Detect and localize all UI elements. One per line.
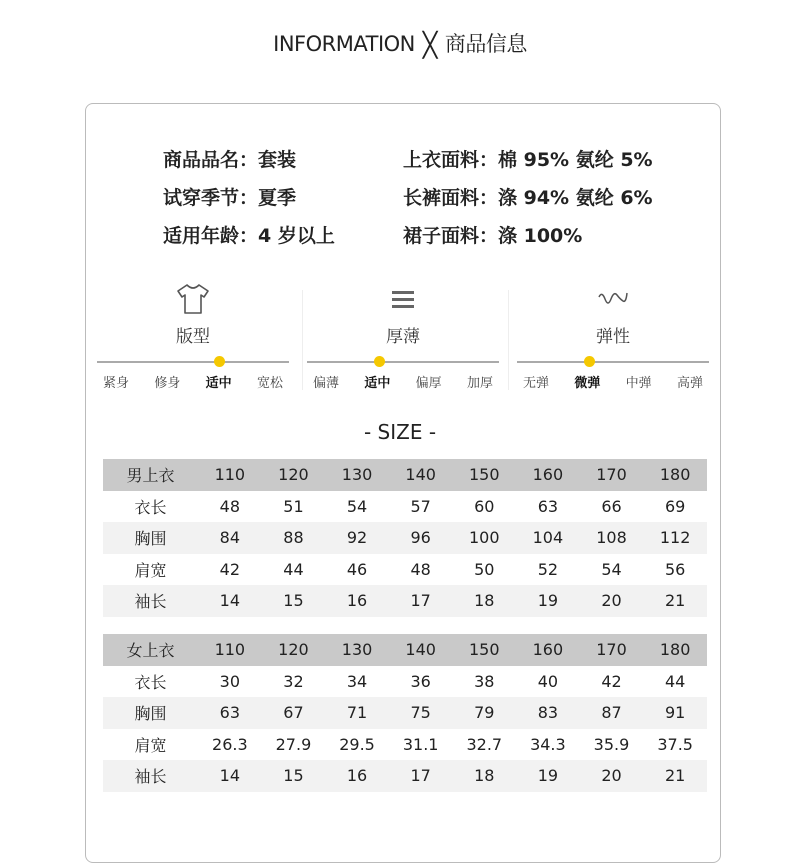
info-line: 裙子面料：涤 100% bbox=[403, 225, 583, 247]
table-cell: 34.3 bbox=[530, 734, 566, 754]
size-table-men bbox=[103, 459, 707, 617]
table-cell: 男上衣 bbox=[103, 459, 198, 491]
table-cell: 30 bbox=[219, 671, 241, 691]
table-cell: 14 bbox=[198, 760, 262, 792]
table-cell: 120 bbox=[262, 459, 326, 491]
attribute-name: 厚薄 bbox=[386, 327, 420, 347]
table-cell: 56 bbox=[664, 559, 686, 579]
scale-option: 紧身 bbox=[103, 376, 130, 391]
table-cell: 84 bbox=[198, 522, 262, 554]
info-line: 适用年龄：4 岁以上 bbox=[163, 225, 335, 247]
table-cell: 42 bbox=[219, 559, 241, 579]
table-cell: 26.3 bbox=[212, 734, 248, 754]
attribute-0 bbox=[97, 282, 289, 391]
scale-option: 加厚 bbox=[466, 376, 493, 391]
table-cell: 女上衣 bbox=[103, 634, 198, 666]
info-line: 试穿季节：夏季 bbox=[163, 187, 297, 209]
table-cell: 21 bbox=[643, 585, 707, 617]
table-cell: 29.5 bbox=[339, 734, 375, 754]
attribute-2 bbox=[517, 282, 709, 391]
scale-option: 微弹 bbox=[574, 376, 601, 391]
table-cell: 51 bbox=[283, 496, 304, 516]
table-cell: 75 bbox=[389, 697, 453, 729]
info-left bbox=[163, 141, 335, 255]
table-cell: 170 bbox=[580, 634, 644, 666]
table-cell: 83 bbox=[516, 697, 580, 729]
cross-icon: ╳ bbox=[422, 31, 437, 59]
table-cell: 91 bbox=[643, 697, 707, 729]
table-cell: 180 bbox=[643, 459, 707, 491]
table-cell: 140 bbox=[389, 634, 453, 666]
table-cell: 160 bbox=[516, 634, 580, 666]
table-row bbox=[103, 554, 707, 586]
attribute-name: 版型 bbox=[176, 327, 210, 347]
size-table-women bbox=[103, 634, 707, 792]
table-cell: 69 bbox=[664, 496, 686, 516]
table-cell: 79 bbox=[452, 697, 516, 729]
table-cell: 17 bbox=[389, 760, 453, 792]
table-cell: 63 bbox=[537, 496, 559, 516]
table-row bbox=[103, 760, 707, 792]
table-cell: 150 bbox=[452, 459, 516, 491]
table-cell: 67 bbox=[262, 697, 326, 729]
title-en: INFORMATION bbox=[273, 32, 415, 56]
table-cell: 42 bbox=[601, 671, 622, 691]
table-cell: 48 bbox=[219, 496, 241, 516]
table-cell: 88 bbox=[262, 522, 326, 554]
scale-option: 适中 bbox=[205, 376, 232, 391]
table-cell: 18 bbox=[452, 760, 516, 792]
table-cell: 21 bbox=[643, 760, 707, 792]
table-cell: 衣长 bbox=[134, 672, 167, 692]
table-cell: 60 bbox=[474, 496, 495, 516]
table-cell: 38 bbox=[474, 671, 495, 691]
table-cell: 16 bbox=[325, 585, 389, 617]
table-row bbox=[103, 585, 707, 617]
table-cell: 44 bbox=[283, 559, 304, 579]
table-cell: 胸围 bbox=[103, 522, 198, 554]
scale-option: 无弹 bbox=[523, 376, 550, 391]
table-cell: 19 bbox=[516, 585, 580, 617]
table-cell: 27.9 bbox=[275, 734, 312, 754]
table-cell: 54 bbox=[346, 496, 368, 516]
table-cell: 92 bbox=[325, 522, 389, 554]
table-cell: 170 bbox=[580, 459, 644, 491]
table-cell: 14 bbox=[198, 585, 262, 617]
divider bbox=[508, 290, 509, 390]
table-row bbox=[103, 666, 707, 698]
table-cell: 66 bbox=[601, 496, 622, 516]
scale-option: 适中 bbox=[364, 376, 391, 391]
table-cell: 110 bbox=[198, 634, 262, 666]
table-cell: 36 bbox=[410, 671, 431, 691]
table-cell: 108 bbox=[580, 522, 644, 554]
table-cell: 120 bbox=[262, 634, 326, 666]
table-cell: 20 bbox=[580, 760, 644, 792]
table-cell: 52 bbox=[537, 559, 559, 579]
table-cell: 31.1 bbox=[402, 734, 439, 754]
scale-option: 偏厚 bbox=[415, 376, 442, 391]
table-header-row bbox=[103, 459, 707, 491]
table-cell: 87 bbox=[580, 697, 644, 729]
table-cell: 112 bbox=[643, 522, 707, 554]
info-line: 上衣面料：棉 95% 氨纶 5% bbox=[403, 149, 653, 171]
scale-marker bbox=[374, 356, 385, 367]
table-cell: 18 bbox=[452, 585, 516, 617]
info-line: 商品品名：套装 bbox=[163, 149, 297, 171]
table-cell: 衣长 bbox=[134, 497, 167, 517]
scale-option: 宽松 bbox=[256, 376, 283, 391]
table-cell: 32.7 bbox=[466, 734, 503, 754]
table-row bbox=[103, 522, 707, 554]
table-cell: 48 bbox=[410, 559, 431, 579]
scale-option: 偏薄 bbox=[313, 376, 340, 391]
table-cell: 16 bbox=[325, 760, 389, 792]
table-cell: 96 bbox=[389, 522, 453, 554]
scale-track bbox=[517, 361, 709, 363]
table-cell: 54 bbox=[601, 559, 622, 579]
table-cell: 袖长 bbox=[103, 760, 198, 792]
table-cell: 37.5 bbox=[657, 734, 693, 754]
info-right bbox=[403, 141, 653, 255]
table-cell: 63 bbox=[198, 697, 262, 729]
scale-option: 中弹 bbox=[625, 376, 652, 391]
scale-track bbox=[307, 361, 499, 363]
table-cell: 46 bbox=[346, 559, 368, 579]
divider bbox=[302, 290, 303, 390]
table-cell: 100 bbox=[452, 522, 516, 554]
table-cell: 35.9 bbox=[593, 734, 630, 754]
page-title bbox=[0, 28, 800, 59]
tshirt-icon bbox=[97, 282, 289, 316]
info-line: 长裤面料：涤 94% 氨纶 6% bbox=[403, 187, 653, 209]
table-cell: 130 bbox=[325, 634, 389, 666]
table-row bbox=[103, 729, 707, 761]
table-cell: 15 bbox=[262, 760, 326, 792]
table-row bbox=[103, 491, 707, 523]
layers-icon bbox=[307, 282, 499, 316]
scale-track bbox=[97, 361, 289, 363]
size-title: - SIZE - bbox=[363, 420, 437, 444]
table-cell: 150 bbox=[452, 634, 516, 666]
table-cell: 20 bbox=[580, 585, 644, 617]
table-cell: 44 bbox=[664, 671, 686, 691]
table-cell: 袖长 bbox=[103, 585, 198, 617]
title-cn: 商品信息 bbox=[444, 32, 527, 56]
table-header-row bbox=[103, 634, 707, 666]
table-cell: 40 bbox=[537, 671, 559, 691]
table-cell: 34 bbox=[346, 671, 368, 691]
table-cell: 71 bbox=[325, 697, 389, 729]
wave-icon bbox=[517, 282, 709, 316]
scale-option: 修身 bbox=[154, 376, 181, 391]
table-cell: 130 bbox=[325, 459, 389, 491]
attribute-name: 弹性 bbox=[596, 327, 630, 347]
scale-option: 高弹 bbox=[676, 376, 703, 391]
table-cell: 110 bbox=[198, 459, 262, 491]
scale-marker bbox=[584, 356, 595, 367]
table-cell: 32 bbox=[283, 671, 304, 691]
scale-marker bbox=[214, 356, 225, 367]
table-cell: 140 bbox=[389, 459, 453, 491]
table-cell: 19 bbox=[516, 760, 580, 792]
table-cell: 肩宽 bbox=[134, 560, 167, 580]
table-cell: 160 bbox=[516, 459, 580, 491]
table-cell: 180 bbox=[643, 634, 707, 666]
table-cell: 15 bbox=[262, 585, 326, 617]
table-cell: 17 bbox=[389, 585, 453, 617]
table-cell: 胸围 bbox=[103, 697, 198, 729]
table-cell: 肩宽 bbox=[134, 735, 167, 755]
table-row bbox=[103, 697, 707, 729]
attribute-1 bbox=[307, 282, 499, 391]
table-cell: 50 bbox=[474, 559, 495, 579]
table-cell: 57 bbox=[410, 496, 431, 516]
table-cell: 104 bbox=[516, 522, 580, 554]
